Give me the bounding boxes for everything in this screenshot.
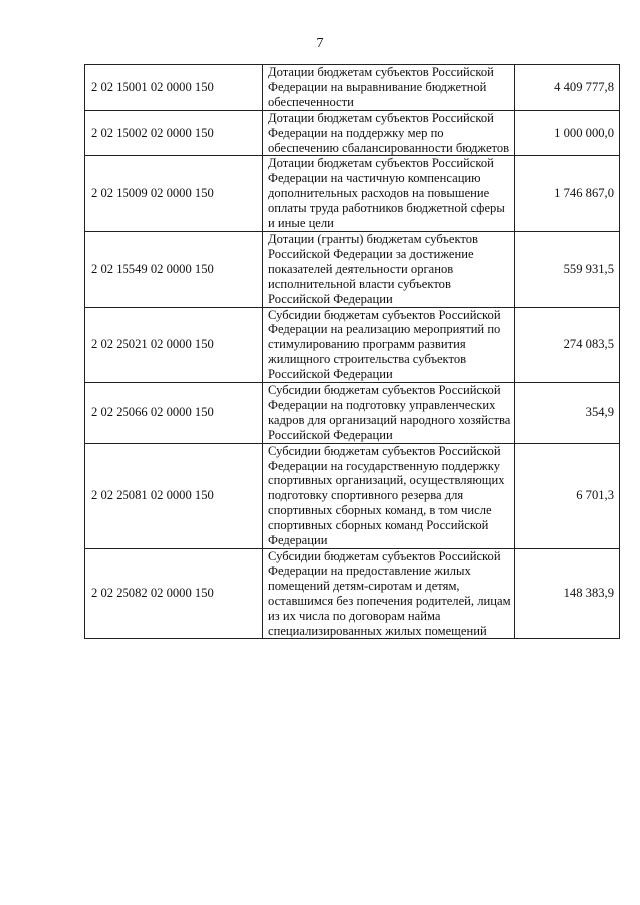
table-row [85,65,620,111]
amount-value: 6 701,3 [515,443,620,548]
table-row [85,549,620,639]
table-row [85,156,620,232]
table-row [85,443,620,548]
revenue-description: Субсидии бюджетам субъектов Российской Федерации на подготовку управленческих кадров для организаций народного хозяйства Российской Федерации [263,383,515,444]
budget-classification-code: 2 02 25066 02 0000 150 [85,383,263,444]
budget-classification-code: 2 02 15002 02 0000 150 [85,110,263,156]
table-row [85,383,620,444]
revenue-description: Субсидии бюджетам субъектов Российской Федерации на государственную поддержку спортивных организаций, осуществляющих подготовку спортивного резерва для спортивных сборных команд, в том числе спортивных сборных команд Российской Федерации [263,443,515,548]
budget-classification-code: 2 02 15009 02 0000 150 [85,156,263,232]
revenue-description: Дотации бюджетам субъектов Российской Федерации на частичную компенсацию дополнительных расходов на повышение оплаты труда работников бюджетной сферы и иные цели [263,156,515,232]
revenue-description: Субсидии бюджетам субъектов Российской Федерации на реализацию мероприятий по стимулированию программ развития жилищного строительства субъектов Российской Федерации [263,307,515,383]
table-row [85,231,620,307]
budget-classification-code: 2 02 15001 02 0000 150 [85,65,263,111]
budget-classification-code: 2 02 15549 02 0000 150 [85,231,263,307]
amount-value: 354,9 [515,383,620,444]
amount-value: 148 383,9 [515,549,620,639]
amount-value: 559 931,5 [515,231,620,307]
table-row [85,110,620,156]
table-row [85,307,620,383]
revenue-description: Дотации бюджетам субъектов Российской Федерации на выравнивание бюджетной обеспеченности [263,65,515,111]
budget-classification-code: 2 02 25021 02 0000 150 [85,307,263,383]
amount-value: 4 409 777,8 [515,65,620,111]
revenue-description: Дотации (гранты) бюджетам субъектов Российской Федерации за достижение показателей деятельности органов исполнительной власти субъектов Российской Федерации [263,231,515,307]
budget-classification-code: 2 02 25082 02 0000 150 [85,549,263,639]
revenue-description: Субсидии бюджетам субъектов Российской Федерации на предоставление жилых помещений детям-сиротам и детям, оставшимся без попечения родителей, лицам из их числа по договорам найма специализированных жилых помещений [263,549,515,639]
revenue-description: Дотации бюджетам субъектов Российской Федерации на поддержку мер по обеспечению сбалансированности бюджетов [263,110,515,156]
amount-value: 1 746 867,0 [515,156,620,232]
amount-value: 1 000 000,0 [515,110,620,156]
budget-classification-code: 2 02 25081 02 0000 150 [85,443,263,548]
page-number: 7 [316,36,324,51]
amount-value: 274 083,5 [515,307,620,383]
budget-revenue-table [84,64,620,639]
